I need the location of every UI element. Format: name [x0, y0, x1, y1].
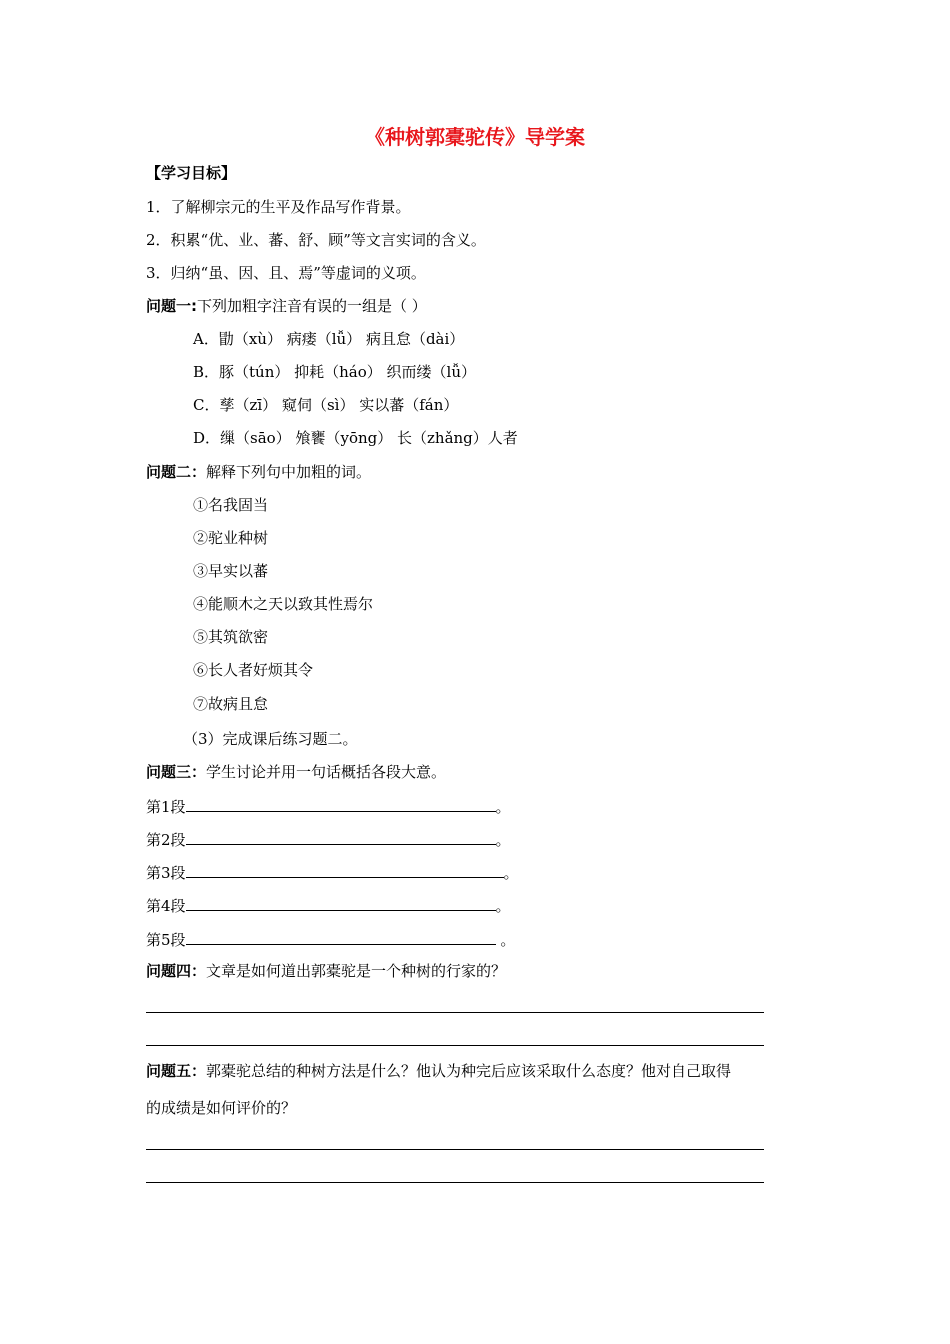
option-d: D．缫（sāo） 飧饔（yōng） 长（zhǎng）人者: [193, 429, 518, 447]
answer-blank[interactable]: [186, 894, 496, 911]
paragraph-summary-line: [146, 894, 511, 916]
question-1-text: 下列加粗字注音有误的一组是（ ）: [197, 297, 427, 315]
question-1-label: 问题一:: [146, 297, 197, 315]
answer-blank[interactable]: [186, 795, 496, 812]
end-mark: 。: [495, 897, 511, 915]
q2-note: （3）完成课后练习题二。: [183, 730, 358, 748]
question-5-continued: 的成绩是如何评价的？: [146, 1099, 297, 1117]
question-1: [146, 296, 427, 316]
question-5: [146, 1061, 731, 1081]
question-2: [146, 462, 371, 482]
paragraph-summary-line: [146, 828, 511, 850]
question-2-label: 问题二：: [146, 463, 207, 481]
answer-line[interactable]: [146, 1149, 764, 1150]
answer-blank[interactable]: [186, 861, 504, 878]
option-a: A．勖（xù） 病瘘（lǚ） 病且怠（dài）: [193, 330, 465, 348]
answer-line[interactable]: [146, 1182, 764, 1183]
objective-item: 2．积累“优、业、蕃、舒、顾”等文言实词的含义。: [146, 231, 486, 249]
paragraph-label: 第5段: [146, 931, 186, 949]
answer-line[interactable]: [146, 1045, 764, 1046]
question-3: [146, 762, 446, 782]
option-b: B．豚（tún） 抑耗（háo） 织而缕（lǚ）: [193, 363, 477, 381]
question-4: [146, 961, 506, 981]
question-2-text: 解释下列句中加粗的词。: [206, 463, 372, 481]
question-5-text: 郭橐驼总结的种树方法是什么？他认为种完后应该采取什么态度？他对自己取得: [206, 1062, 732, 1080]
page-title: 《种树郭橐驼传》导学案: [365, 125, 585, 149]
q2-item: ②驼业种树: [193, 529, 269, 547]
answer-blank[interactable]: [186, 928, 496, 945]
end-mark: 。: [495, 931, 516, 949]
option-c: C．孳（zī） 窥伺（sì） 实以蕃（fán）: [193, 396, 459, 414]
objectives-heading: 【学习目标】: [146, 164, 237, 182]
end-mark: 。: [495, 798, 511, 816]
objective-item: 1．了解柳宗元的生平及作品写作背景。: [146, 198, 411, 216]
question-5-label: 问题五：: [146, 1062, 207, 1080]
q2-item: ③早实以蕃: [193, 562, 269, 580]
q2-item: ⑥长人者好烦其令: [193, 661, 314, 679]
question-4-text: 文章是如何道出郭橐驼是一个种树的行家的？: [206, 962, 507, 980]
paragraph-label: 第4段: [146, 897, 186, 915]
paragraph-label: 第2段: [146, 831, 186, 849]
answer-blank[interactable]: [186, 828, 496, 845]
end-mark: 。: [503, 864, 519, 882]
end-mark: 。: [495, 831, 511, 849]
paragraph-summary-line: [146, 861, 519, 883]
q2-item: ⑤其筑欲密: [193, 628, 269, 646]
q2-item: ④能顺木之天以致其性焉尔: [193, 595, 374, 613]
paragraph-summary-line: [146, 795, 511, 817]
q2-item: ①名我固当: [193, 496, 269, 514]
answer-line[interactable]: [146, 1012, 764, 1013]
question-3-label: 问题三：: [146, 763, 207, 781]
q2-item: ⑦故病且怠: [193, 695, 269, 713]
objective-item: 3．归纳“虽、因、且、焉”等虚词的义项。: [146, 264, 426, 282]
question-3-text: 学生讨论并用一句话概括各段大意。: [206, 763, 447, 781]
paragraph-label: 第1段: [146, 798, 186, 816]
question-4-label: 问题四：: [146, 962, 207, 980]
paragraph-summary-line: [146, 928, 515, 950]
paragraph-label: 第3段: [146, 864, 186, 882]
